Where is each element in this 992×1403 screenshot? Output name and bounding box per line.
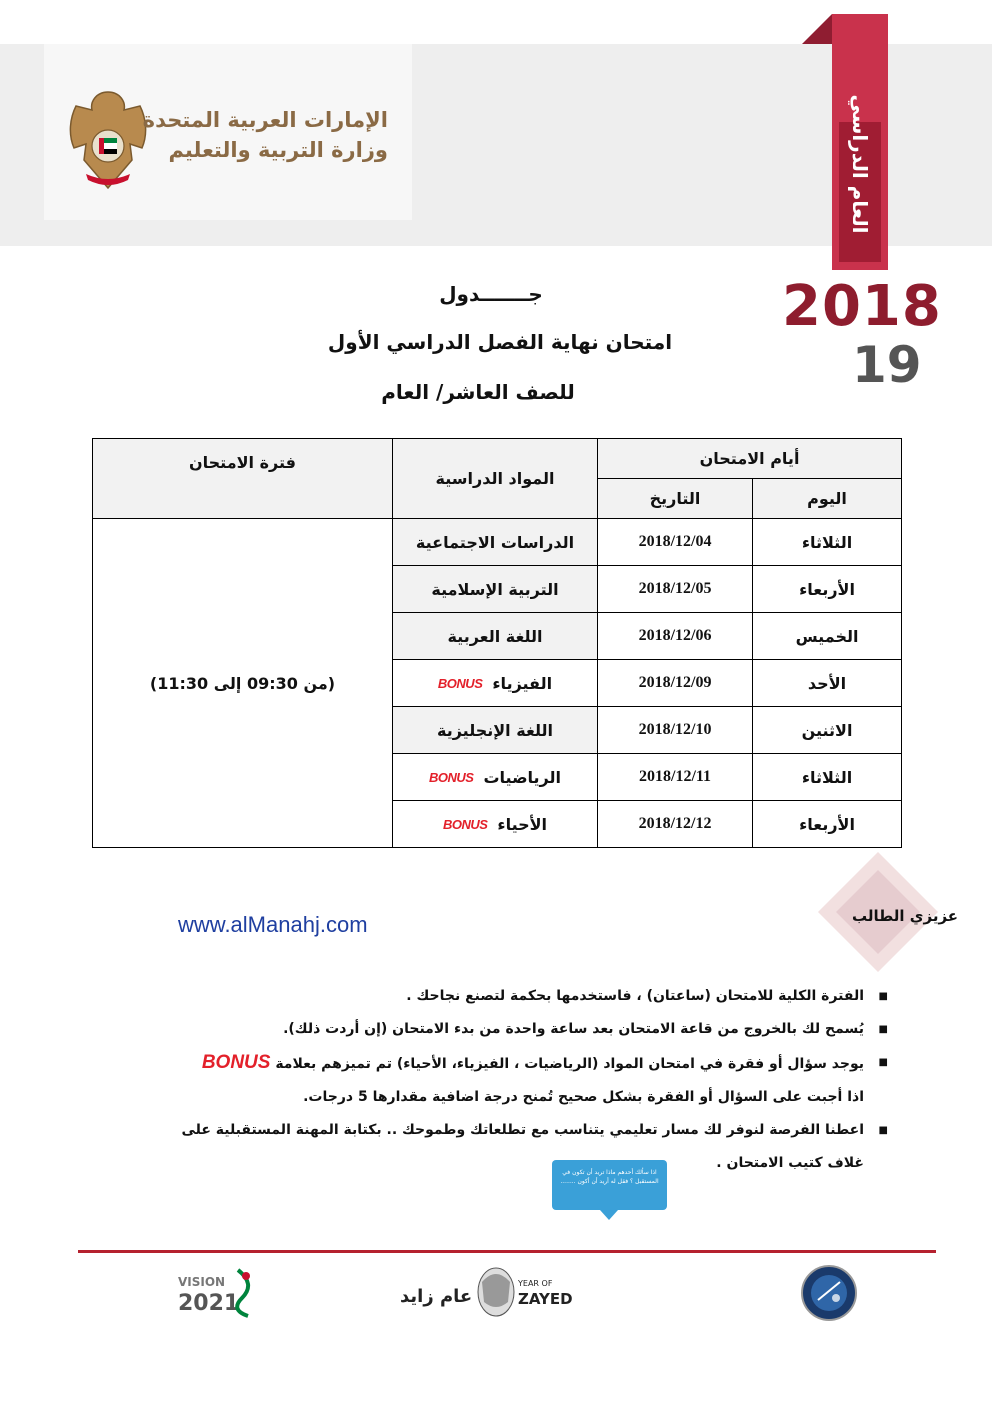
subject-label: الأحياء	[497, 815, 548, 834]
zayed-en-text: ZAYED	[518, 1290, 573, 1308]
header-exam-days: أيام الامتحان	[598, 439, 902, 479]
header-subjects: المواد الدراسية	[393, 439, 598, 519]
subject-label: الفيزياء	[492, 674, 553, 693]
subject-label: اللغة العربية	[447, 627, 543, 646]
subject-label: اللغة الإنجليزية	[437, 721, 553, 740]
bonus-badge: BONUS	[201, 1052, 271, 1073]
subject-label: الدراسات الاجتماعية	[415, 533, 575, 552]
zayed-ar-text: عام زايد	[400, 1286, 473, 1307]
note-item-continued: اذا أجبت على السؤال أو الفقرة بشكل صحيح تُمنح درجة اضافية مقدارها 5 درجات.	[303, 1089, 864, 1105]
website-link[interactable]: www.alManahj.com	[178, 912, 368, 937]
cell-subject	[393, 660, 598, 707]
cell-subject	[393, 613, 598, 660]
cell-subject	[393, 754, 598, 801]
cell-day: الأربعاء	[753, 801, 902, 848]
header-day: اليوم	[753, 479, 902, 519]
cell-day: الثلاثاء	[753, 519, 902, 566]
vision-word: VISION	[178, 1275, 226, 1289]
cell-day: الاثنين	[753, 707, 902, 754]
table-row	[93, 519, 902, 566]
cell-date: 2018/12/12	[598, 801, 753, 848]
vision-2021-logo-icon	[176, 1264, 266, 1320]
vision-year: 2021	[178, 1291, 240, 1316]
zayed-year-of: YEAR OF	[518, 1279, 553, 1288]
bonus-badge: BONUS	[437, 676, 483, 691]
bonus-badge: BONUS	[442, 817, 488, 832]
subject-label: الرياضيات	[483, 768, 561, 787]
footer-divider	[78, 1250, 936, 1253]
speech-bubble	[552, 1160, 667, 1210]
cell-day: الخميس	[753, 613, 902, 660]
cell-day: الأربعاء	[753, 566, 902, 613]
grade-title: للصف العاشر/ العام	[381, 380, 575, 404]
note-item: ■ اعطنا الفرصة لنوفر لك مسار تعليمي يتناسب مع تطلعاتك وطموحك .. بكتابة المهنة المستقبلية على	[181, 1122, 888, 1138]
exam-schedule-table	[92, 438, 902, 848]
cell-day: الثلاثاء	[753, 754, 902, 801]
cell-date: 2018/12/04	[598, 519, 753, 566]
cell-subject	[393, 707, 598, 754]
speech-bubble-text: اذا سألك أحدهم ماذا تريد أن تكون في المستقبل ؟ فقل له أريد أن أكون ........	[560, 1169, 659, 1185]
cell-day: الأحد	[753, 660, 902, 707]
org-name-line1: الإمارات العربية المتحدة	[142, 108, 388, 132]
year-end: 19	[852, 336, 922, 394]
cell-subject	[393, 519, 598, 566]
cell-date: 2018/12/10	[598, 707, 753, 754]
cell-date: 2018/12/09	[598, 660, 753, 707]
header-date: التاريخ	[598, 479, 753, 519]
note-item: ■ الفترة الكلية للامتحان (ساعتان) ، فاستخدمها بحكمة لتصنع نجاحك .	[406, 988, 888, 1004]
academic-year-label: العام الدراسي	[848, 94, 872, 234]
note-item-continued: غلاف كتيب الامتحان .	[716, 1155, 864, 1171]
year-of-zayed-logo-icon	[396, 1262, 576, 1320]
cell-date: 2018/12/11	[598, 754, 753, 801]
subject-label: التربية الإسلامية	[431, 580, 559, 599]
cell-date: 2018/12/05	[598, 566, 753, 613]
org-name-line2: وزارة التربية والتعليم	[168, 138, 388, 162]
note-item: ■ يوجد سؤال أو فقرة في امتحان المواد (الرياضيات ، الفيزياء، الأحياء) تم تميزهم بعلامة BONUS	[201, 1052, 888, 1073]
dear-student-label: عزيزي الطالب	[852, 907, 959, 925]
year-start: 2018	[782, 274, 942, 339]
space-mission-patch-icon	[800, 1264, 858, 1322]
uae-emblem-icon	[66, 88, 150, 192]
cell-subject	[393, 566, 598, 613]
tab-fold	[802, 14, 832, 44]
notes-list	[164, 980, 888, 1180]
header-period: فترة الامتحان	[93, 439, 393, 519]
cell-date: 2018/12/06	[598, 613, 753, 660]
doc-title: جـــــــدول	[439, 282, 543, 306]
bonus-badge: BONUS	[429, 770, 474, 785]
academic-year-tab	[832, 14, 888, 270]
cell-subject	[393, 801, 598, 848]
exam-title: امتحان نهاية الفصل الدراسي الأول	[327, 330, 673, 354]
note-item: ■ يُسمح لك بالخروج من قاعة الامتحان بعد ساعة واحدة من بدء الامتحان (إن أردت ذلك).	[283, 1021, 888, 1037]
cell-exam-period: (من 09:30 إلى 11:30)	[93, 519, 393, 848]
